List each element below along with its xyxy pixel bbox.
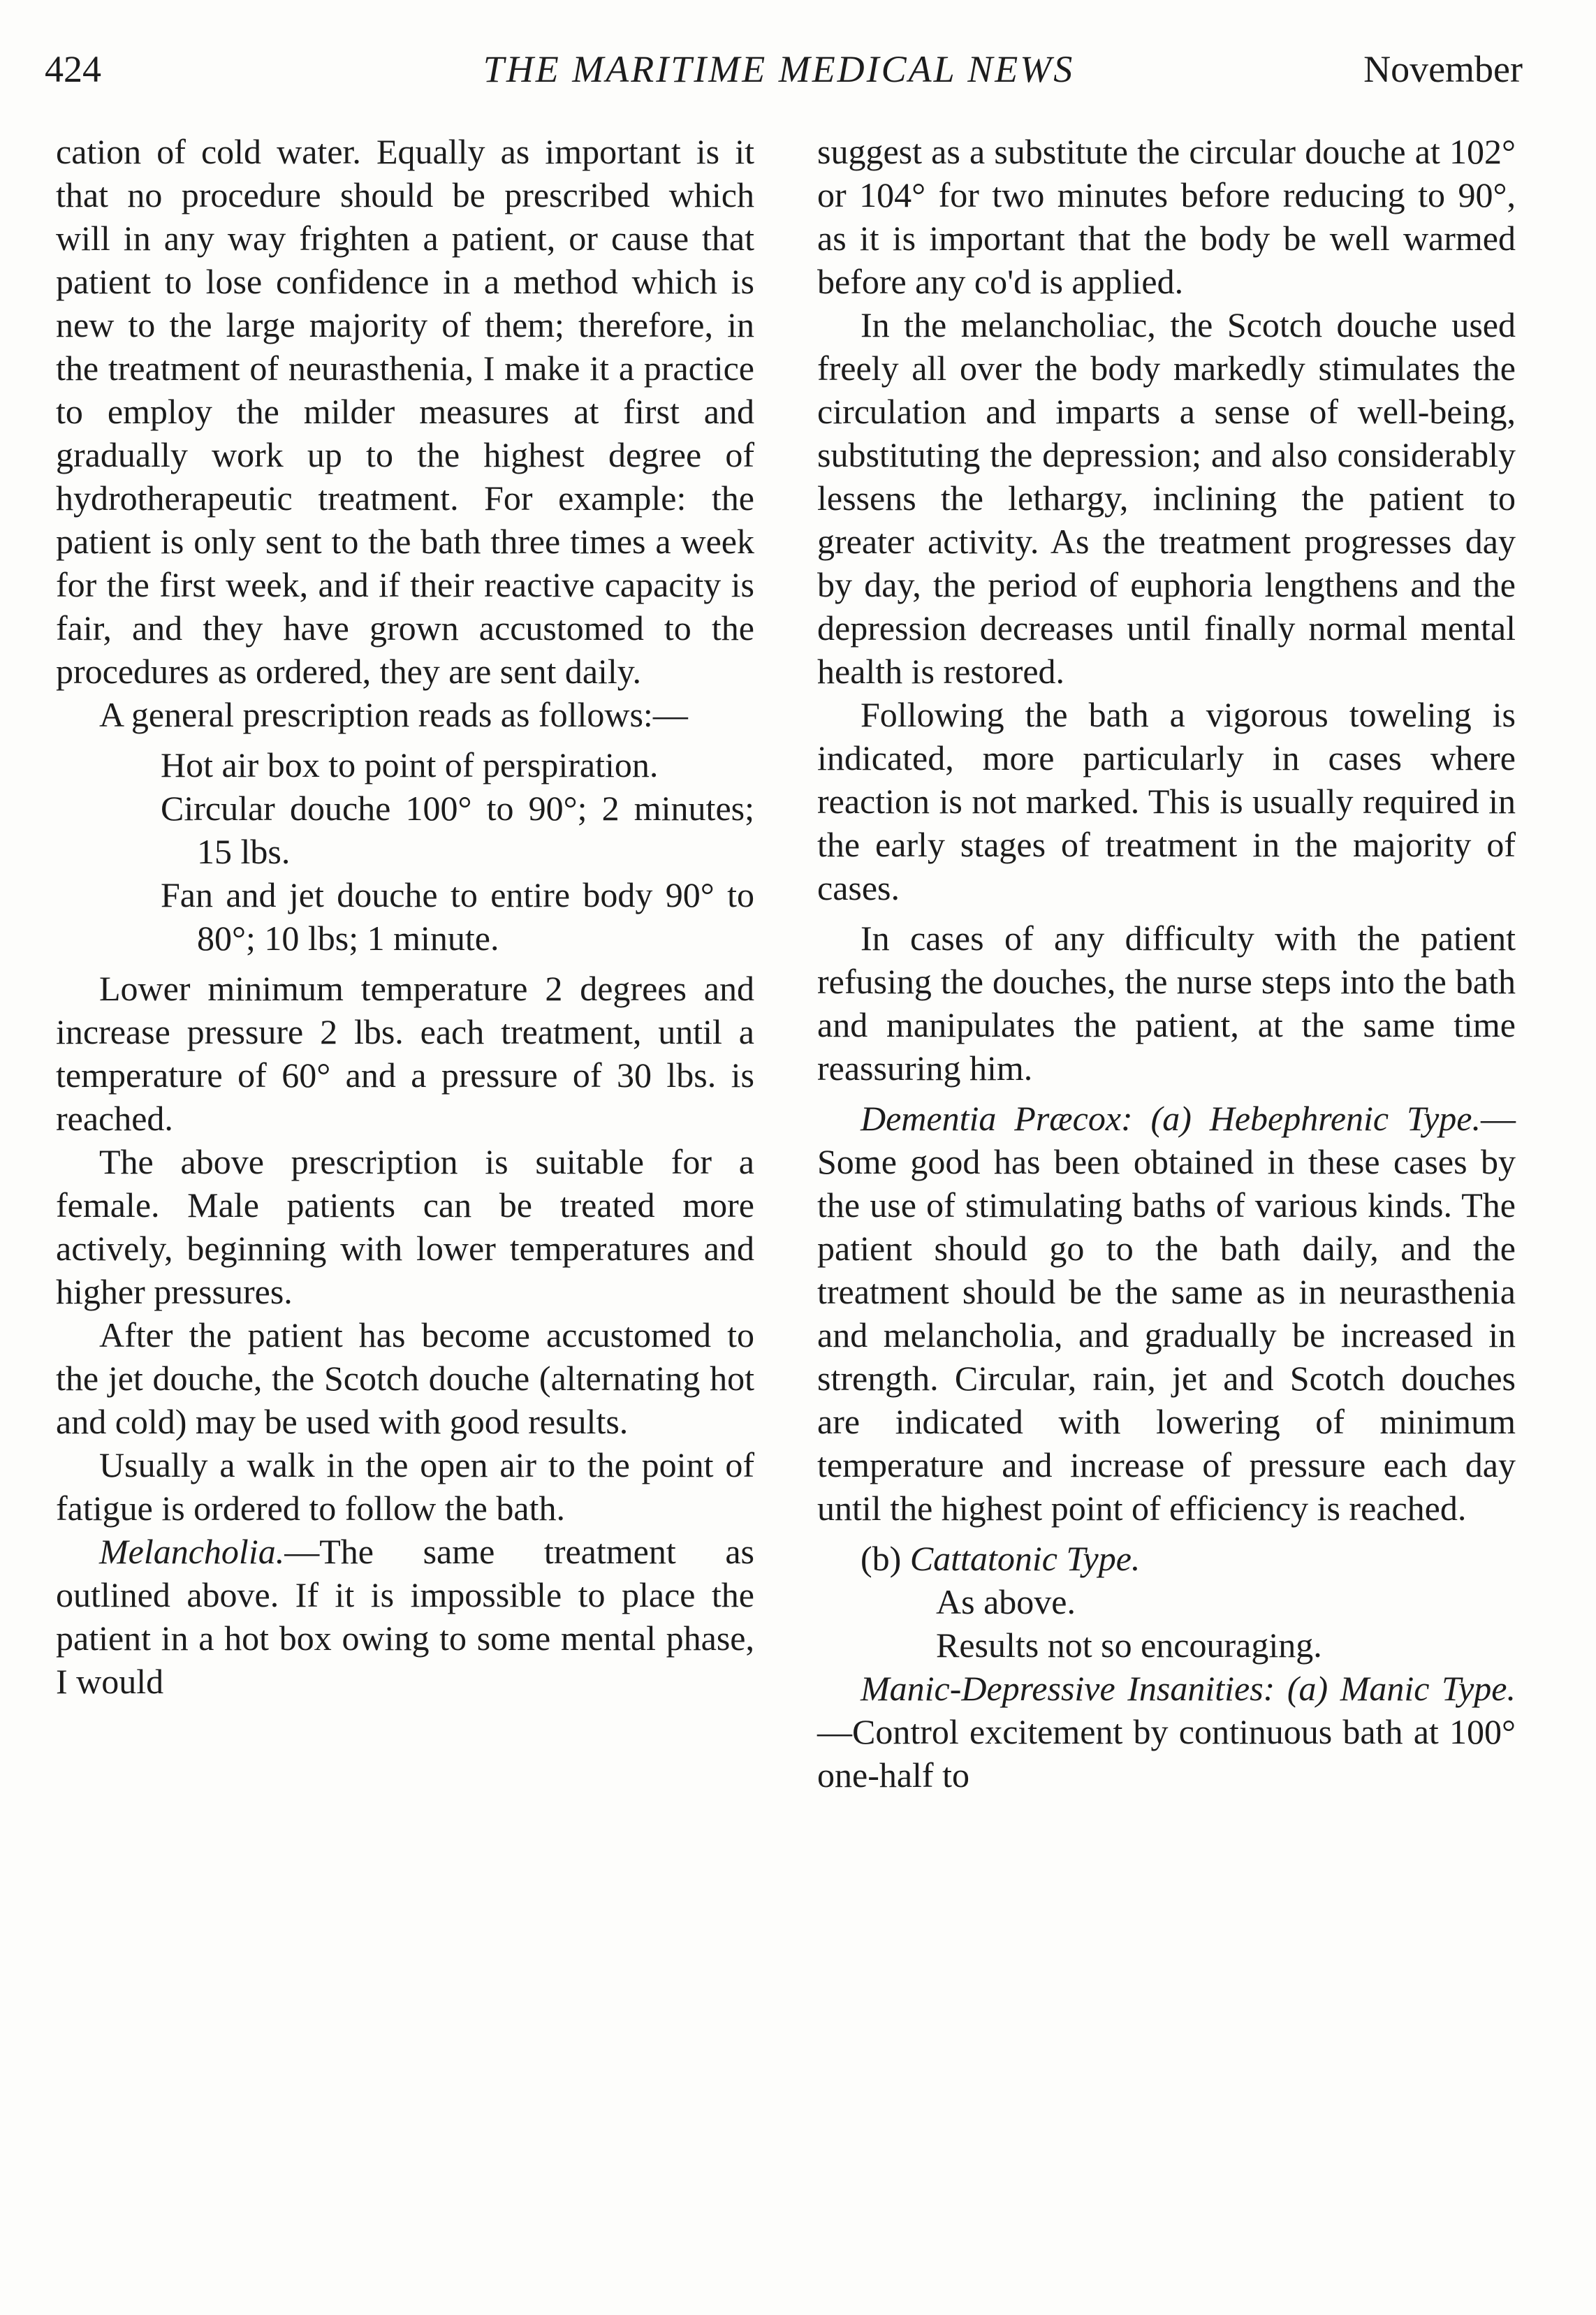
- section-heading: Melancholia.: [99, 1532, 285, 1571]
- paragraph: After the patient has become accustomed to the jet douche, the Scotch douche (alternating hot and cold) may be used with good results.: [56, 1315, 754, 1441]
- prescription-list: [56, 743, 754, 960]
- right-column: [817, 130, 1516, 1797]
- paragraph: Usually a walk in the open air to the point of fatigue is ordered to follow the bath.: [56, 1445, 754, 1528]
- paragraph: As above.: [936, 1582, 1076, 1621]
- paragraph: [817, 1537, 1516, 1580]
- left-column: [56, 130, 754, 1703]
- paragraph: Following the bath a vigorous toweling is indicated, more particularly in cases where reaction is not marked. This is usually required in the early stages of treatment in the majority of cases.: [817, 695, 1516, 907]
- journal-title: THE MARITIME MEDICAL NEWS: [483, 48, 1075, 90]
- paragraph: [817, 1097, 1516, 1530]
- section-heading: Manic-Depressive Insanities: (a) Manic Type.: [861, 1669, 1516, 1708]
- paragraph: Results not so encouraging.: [936, 1626, 1322, 1665]
- paragraph-text: —Control excitement by continuous bath at 100° one-half to: [817, 1712, 1516, 1795]
- paragraph: The above prescription is suitable for a female. Male patients can be treated more actively, beginning with lower temperatures and higher pressures.: [56, 1142, 754, 1311]
- paragraph: cation of cold water. Equally as important is it that no procedure should be prescribed which will in any way frighten a patient, or cause that patient to lose confidence in a method which is new to the large majority of them; therefore, in the treatment of neurasthenia, I make it a practice to employ the milder measures at first and gradually work up to the highest degree of hydrotherapeutic treatment. For example: the patient is only sent to the bath three times a week for the first week, and if their reactive capacity is fair, and they have grown accustomed to the procedures as ordered, they are sent daily.: [56, 132, 754, 691]
- paragraph: In cases of any difficulty with the patient refusing the douches, the nurse steps into the bath and manipulates the patient, at the same time reassuring him.: [817, 919, 1516, 1088]
- paragraph: Lower minimum temperature 2 degrees and increase pressure 2 lbs. each treatment, until a temperature of 60° and a pressure of 30 lbs. is reached.: [56, 969, 754, 1138]
- prescription-item: Hot air box to point of perspiration.: [161, 745, 659, 784]
- issue-month: November: [1363, 48, 1523, 90]
- prescription-item: Fan and jet douche to entire body 90° to 80°; 10 lbs; 1 minute.: [161, 875, 754, 958]
- subsection-heading: Cattatonic Type.: [909, 1539, 1141, 1578]
- paragraph-text: —The same treatment as outlined above. If it is impossible to place the patient in a hot box owing to some mental phase, I would: [56, 1532, 754, 1701]
- paragraph-text: —Some good has been obtained in these cases by the use of stimulating baths of various kinds. The patient should go to the bath daily, and the treatment should be the same as in neurasthenia and melancholia, and gradually be increased in strength. Circular, rain, jet and Scotch douches are indicated with lowering of minimum temperature and increase of pressure each day until the highest point of efficiency is reached.: [817, 1099, 1516, 1528]
- prescription-item: Circular douche 100° to 90°; 2 minutes; 15 lbs.: [161, 789, 754, 871]
- paragraph: suggest as a substitute the circular douche at 102° or 104° for two minutes before reducing to 90°, as it is important that the body be well warmed before any co'd is applied.: [817, 132, 1516, 301]
- paragraph: A general prescription reads as follows:—: [99, 695, 688, 734]
- section-heading: Dementia Præcox: (a) Hebephrenic Type.: [861, 1099, 1481, 1138]
- paragraph: In the melancholiac, the Scotch douche used freely all over the body markedly stimulates the circulation and imparts a sense of well-being, substituting the depression; and also considerably lessens the lethargy, inclining the patient to greater activity. As the treatment progresses day by day, the period of euphoria lengthens and the depression decreases until finally normal mental health is restored.: [817, 305, 1516, 691]
- running-header: [35, 48, 1523, 103]
- paragraph: [817, 1667, 1516, 1797]
- page-number: 424: [45, 48, 101, 90]
- paragraph: [56, 1530, 754, 1703]
- subsection-label: (b): [861, 1539, 902, 1578]
